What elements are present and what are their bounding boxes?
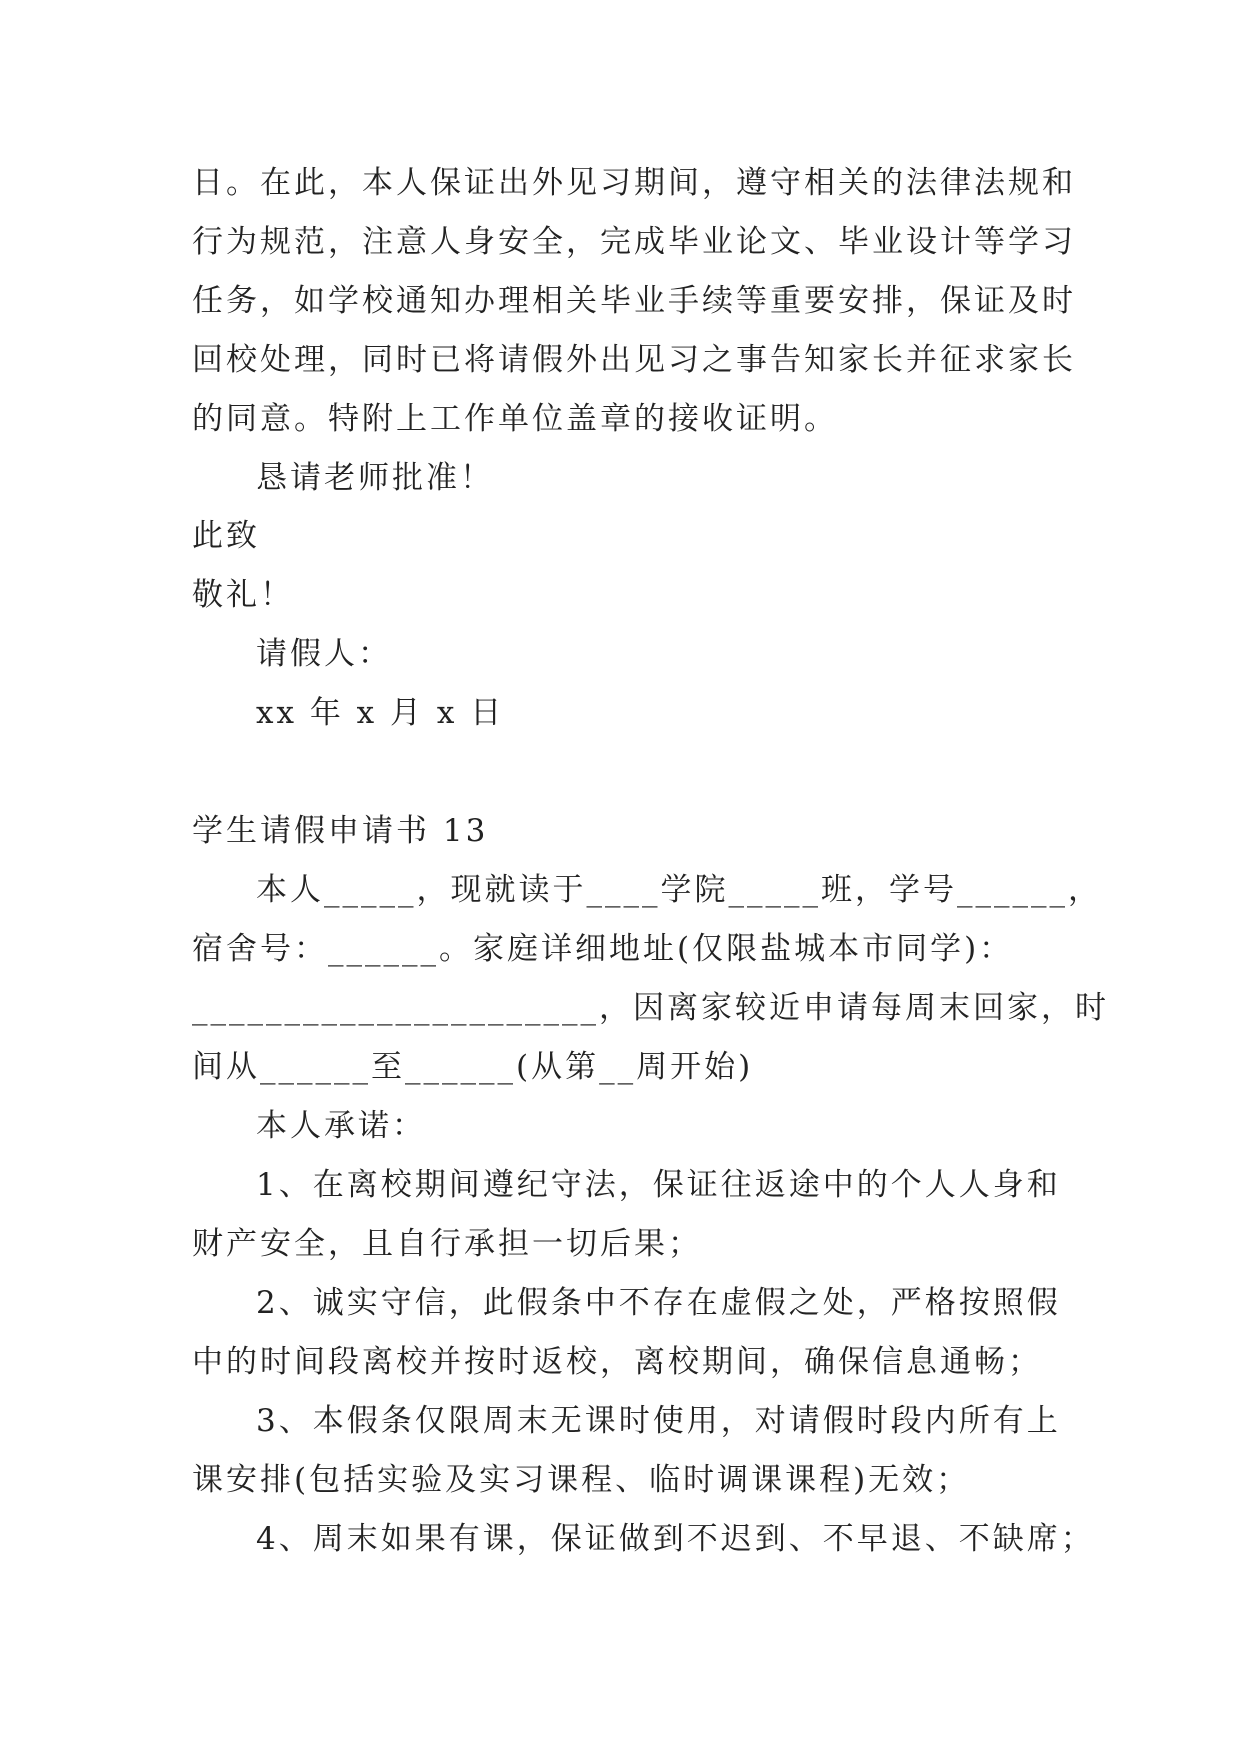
paragraph-line: 日。在此，本人保证出外见习期间，遵守相关的法律法规和 — [192, 165, 1076, 201]
paragraph-line: ______________________，因离家较近申请每周末回家，时 — [192, 990, 1109, 1026]
commitment-item: 中的时间段离校并按时返校，离校期间，确保信息通畅； — [192, 1344, 1042, 1380]
commitment-item: 财产安全，且自行承担一切后果； — [192, 1226, 702, 1262]
paragraph-line: 的同意。特附上工作单位盖章的接收证明。 — [192, 401, 838, 437]
date-line: xx 年 x 月 x 日 — [256, 695, 505, 731]
commitment-item: 2、诚实守信，此假条中不存在虚假之处，严格按照假 — [256, 1285, 1061, 1321]
paragraph-line: 宿舍号：______。家庭详细地址(仅限盐城本市同学)： — [192, 931, 1014, 967]
paragraph-line: 间从______至______(从第__周开始) — [192, 1049, 754, 1085]
section-title: 学生请假申请书 13 — [192, 813, 489, 849]
commitment-item: 3、本假条仅限周末无课时使用，对请假时段内所有上 — [256, 1403, 1061, 1439]
signature-label: 请假人： — [256, 636, 392, 672]
paragraph-line: 本人_____，现就读于____学院_____班，学号______， — [256, 872, 1102, 908]
commitment-item: 课安排(包括实验及实习课程、临时调课课程)无效； — [192, 1462, 971, 1498]
paragraph-line: 行为规范，注意人身安全，完成毕业论文、毕业设计等学习 — [192, 224, 1076, 260]
paragraph-line: 回校处理，同时已将请假外出见习之事告知家长并征求家长 — [192, 342, 1076, 378]
commitment-item: 4、周末如果有课，保证做到不迟到、不早退、不缺席； — [256, 1521, 1095, 1557]
salutation-line: 敬礼！ — [192, 577, 294, 613]
paragraph-line: 任务，如学校通知办理相关毕业手续等重要安排，保证及时 — [192, 283, 1076, 319]
commitment-item: 1、在离校期间遵纪守法，保证往返途中的个人人身和 — [256, 1167, 1061, 1203]
request-line: 恳请老师批准！ — [256, 460, 494, 496]
salutation-line: 此致 — [192, 518, 260, 554]
commitment-heading: 本人承诺： — [256, 1108, 426, 1144]
